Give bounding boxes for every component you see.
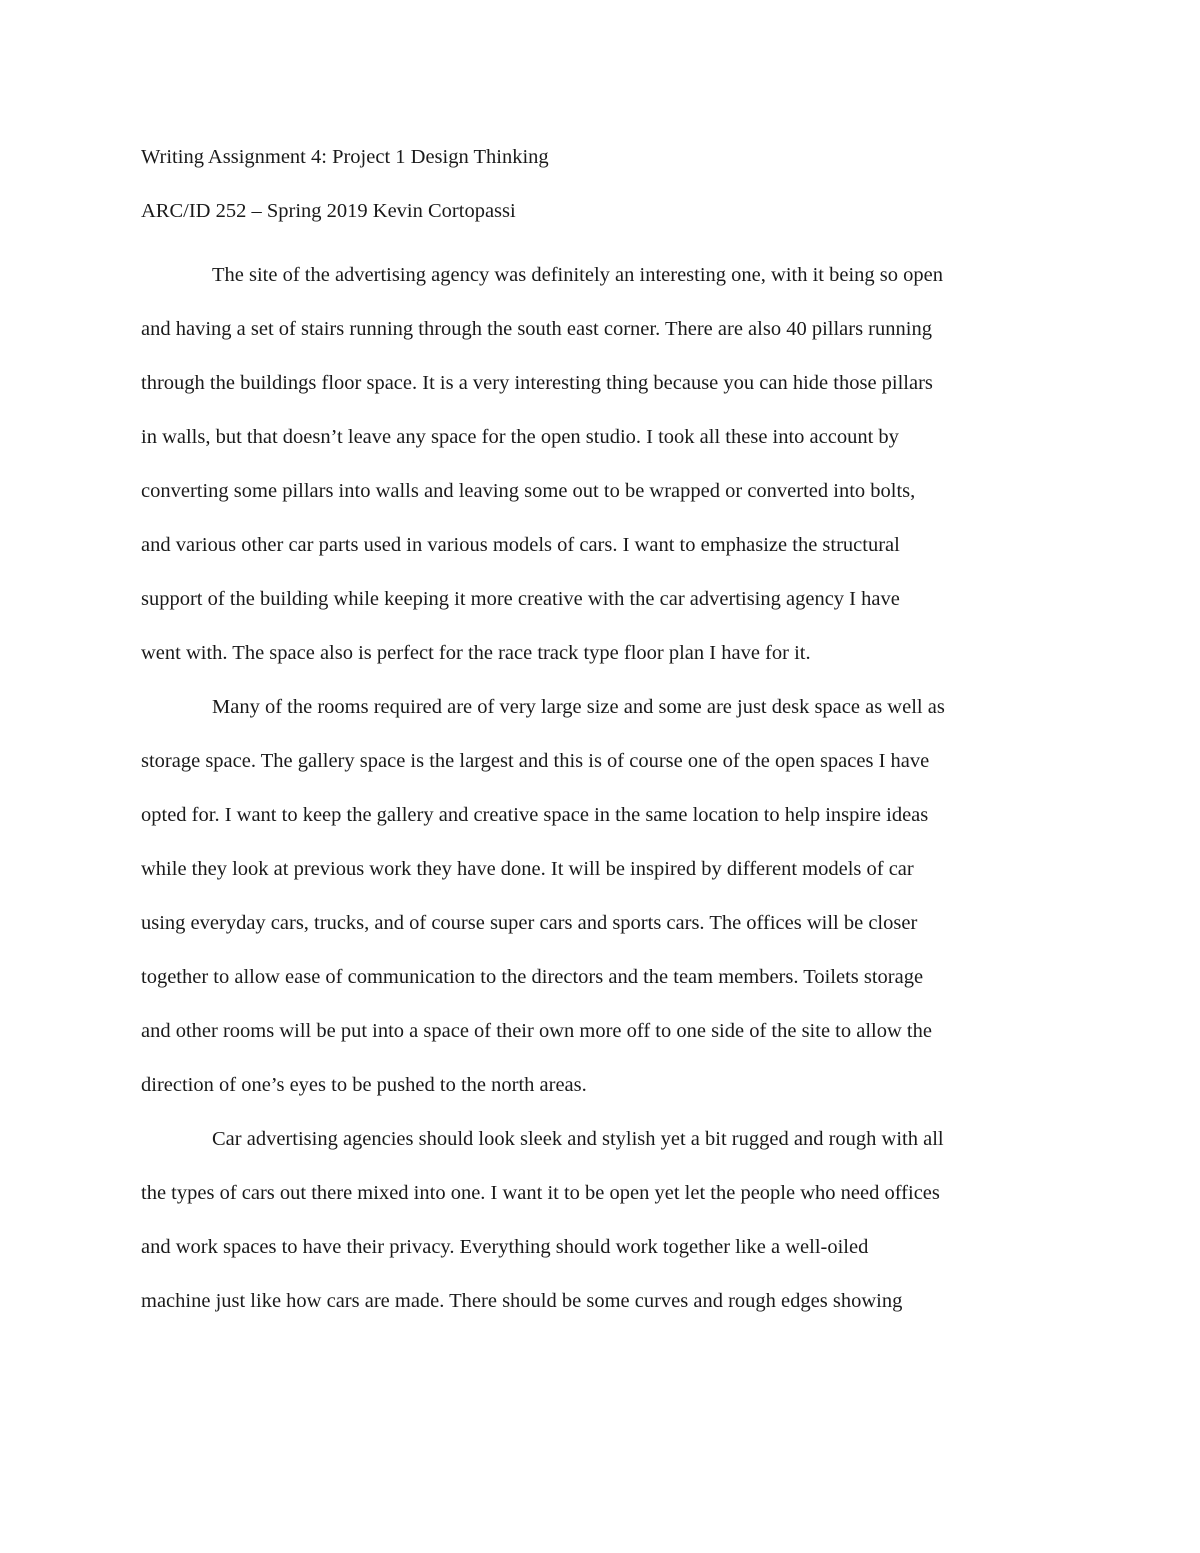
course-line: ARC/ID 252 – Spring 2019 Kevin Cortopassi [141, 200, 516, 222]
paragraph-line: support of the building while keeping it more creative with the car advertising agency I have [141, 588, 900, 610]
paragraph-line: opted for. I want to keep the gallery and creative space in the same location to help inspire ideas [141, 804, 929, 826]
document-body [141, 140, 1061, 1328]
paragraph-line: The site of the advertising agency was definitely an interesting one, with it being so open [212, 264, 943, 286]
paragraph-line: in walls, but that doesn’t leave any space for the open studio. I took all these into account by [141, 426, 899, 448]
paragraph-line: Many of the rooms required are of very large size and some are just desk space as well as [212, 696, 945, 718]
paragraph-line: the types of cars out there mixed into one. I want it to be open yet let the people who need offices [141, 1182, 940, 1204]
paragraph-line: using everyday cars, trucks, and of course super cars and sports cars. The offices will be closer [141, 912, 918, 934]
paragraph-line: and having a set of stairs running through the south east corner. There are also 40 pillars running [141, 318, 932, 340]
paragraph-line: direction of one’s eyes to be pushed to the north areas. [141, 1074, 587, 1096]
paragraph-line: and various other car parts used in various models of cars. I want to emphasize the structural [141, 534, 900, 556]
paragraph-2 [141, 680, 1061, 1112]
paragraph-line: converting some pillars into walls and leaving some out to be wrapped or converted into bolts, [141, 480, 916, 502]
paragraph-line: together to allow ease of communication to the directors and the team members. Toilets storage [141, 966, 924, 988]
paragraph-line: storage space. The gallery space is the largest and this is of course one of the open spaces I have [141, 750, 930, 772]
paragraph-1 [141, 248, 1061, 680]
paragraph-line: while they look at previous work they have done. It will be inspired by different models of car [141, 858, 914, 880]
paragraph-line: went with. The space also is perfect for the race track type floor plan I have for it. [141, 642, 811, 664]
paragraph-3 [141, 1112, 1061, 1328]
paragraph-line: and other rooms will be put into a space of their own more off to one side of the site to allow the [141, 1020, 932, 1042]
paragraph-line: machine just like how cars are made. There should be some curves and rough edges showing [141, 1290, 903, 1312]
document-title: Writing Assignment 4: Project 1 Design Thinking [141, 146, 549, 168]
paragraph-line: and work spaces to have their privacy. Everything should work together like a well-oiled [141, 1236, 869, 1258]
paragraph-line: through the buildings floor space. It is a very interesting thing because you can hide those pillars [141, 372, 933, 394]
paragraph-line: Car advertising agencies should look sleek and stylish yet a bit rugged and rough with all [212, 1128, 944, 1150]
